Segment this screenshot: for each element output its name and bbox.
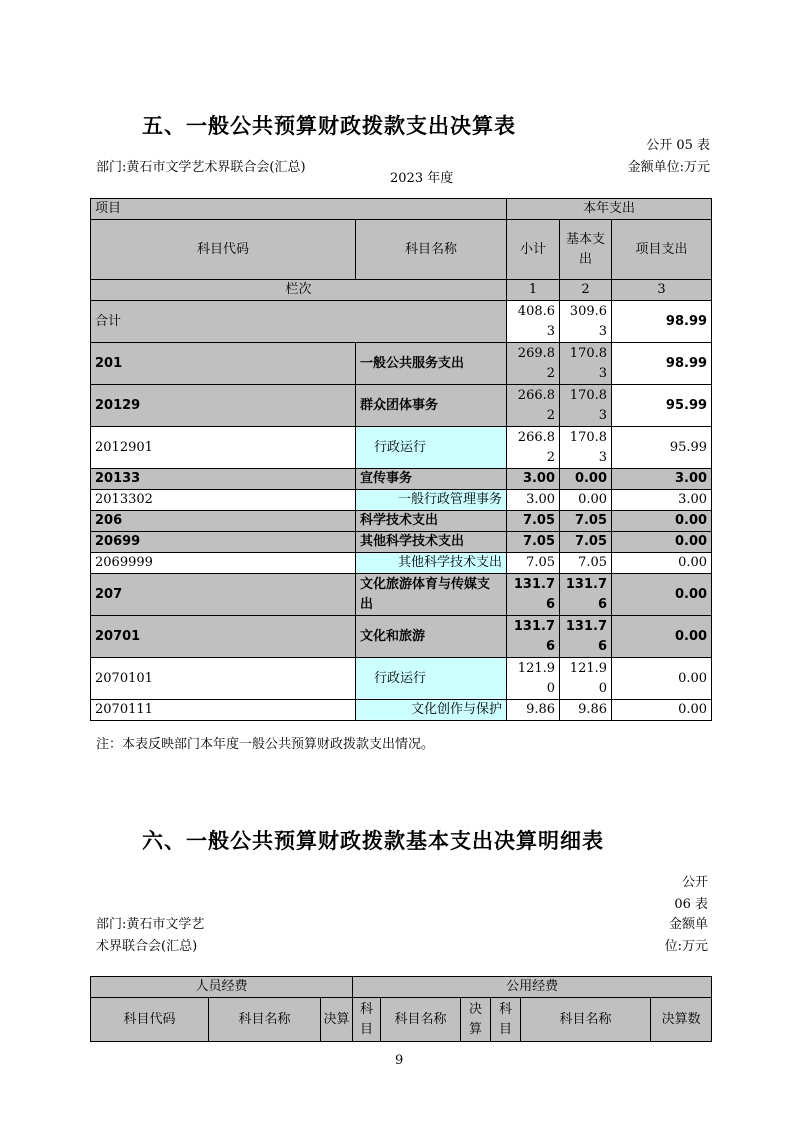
row-subtotal: 266.82 bbox=[507, 427, 560, 469]
total-basic: 309.63 bbox=[560, 301, 612, 343]
row-subtotal: 121.90 bbox=[507, 658, 560, 700]
row-basic: 121.90 bbox=[560, 658, 612, 700]
header-code: 科目代码 bbox=[91, 220, 356, 280]
row-subtotal: 7.05 bbox=[507, 532, 560, 553]
header-project-exp: 项目支出 bbox=[612, 220, 712, 280]
table6-form-no: 公开 06 表 bbox=[674, 875, 708, 912]
header-col1: 1 bbox=[507, 280, 560, 301]
row-project: 0.00 bbox=[612, 700, 712, 721]
table-row bbox=[91, 427, 712, 469]
row-name: 群众团体事务 bbox=[356, 385, 507, 427]
row-project: 3.00 bbox=[612, 469, 712, 490]
header-name: 科目名称 bbox=[356, 220, 507, 280]
header-subtotal: 小计 bbox=[507, 220, 560, 280]
row-name: 文化和旅游 bbox=[356, 616, 507, 658]
table5-title: 五、一般公共预算财政拨款支出决算表 bbox=[142, 114, 516, 138]
table-row bbox=[91, 700, 712, 721]
row-code: 20699 bbox=[91, 532, 356, 553]
row-code: 201 bbox=[91, 343, 356, 385]
row-project: 0.00 bbox=[612, 553, 712, 574]
row-code: 206 bbox=[91, 511, 356, 532]
table5-form-no: 公开 05 表 bbox=[646, 138, 710, 153]
table6-department: 部门:黄石市文学艺术界联合会(汇总) bbox=[96, 917, 205, 954]
row-basic: 170.83 bbox=[560, 385, 612, 427]
t6-code-short2: 科目 bbox=[491, 998, 521, 1042]
row-basic: 7.05 bbox=[560, 511, 612, 532]
t6-personnel: 人员经费 bbox=[91, 977, 353, 998]
page-number: 9 bbox=[395, 1053, 404, 1068]
table5-department: 部门:黄石市文学艺术界联合会(汇总) bbox=[96, 160, 306, 175]
header-col2: 2 bbox=[560, 280, 612, 301]
row-name: 宣传事务 bbox=[356, 469, 507, 490]
row-name: 其他科学技术支出 bbox=[356, 553, 507, 574]
row-subtotal: 3.00 bbox=[507, 469, 560, 490]
table5-year: 2023 年度 bbox=[390, 171, 454, 186]
table-row bbox=[91, 490, 712, 511]
table6-title: 六、一般公共预算财政拨款基本支出决算明细表 bbox=[142, 829, 604, 853]
row-code: 2070111 bbox=[91, 700, 356, 721]
row-project: 95.99 bbox=[612, 427, 712, 469]
row-project: 95.99 bbox=[612, 385, 712, 427]
table6 bbox=[90, 976, 712, 1042]
row-code: 2070101 bbox=[91, 658, 356, 700]
table-row bbox=[91, 574, 712, 616]
table5-header-row3 bbox=[91, 280, 712, 301]
total-subtotal: 408.63 bbox=[507, 301, 560, 343]
row-subtotal: 266.82 bbox=[507, 385, 560, 427]
header-this-year: 本年支出 bbox=[507, 199, 712, 220]
row-basic: 170.83 bbox=[560, 427, 612, 469]
t6-settle: 决算 bbox=[321, 998, 353, 1042]
row-basic: 0.00 bbox=[560, 469, 612, 490]
row-name: 文化创作与保护 bbox=[356, 700, 507, 721]
row-basic: 0.00 bbox=[560, 490, 612, 511]
row-name: 文化旅游体育与传媒支出 bbox=[356, 574, 507, 616]
row-project: 0.00 bbox=[612, 658, 712, 700]
row-basic: 7.05 bbox=[560, 532, 612, 553]
t6-code: 科目代码 bbox=[91, 998, 209, 1042]
header-col3: 3 bbox=[612, 280, 712, 301]
t6-settle2: 决算 bbox=[461, 998, 491, 1042]
table-row bbox=[91, 385, 712, 427]
row-basic: 9.86 bbox=[560, 700, 612, 721]
row-project: 0.00 bbox=[612, 574, 712, 616]
row-project: 98.99 bbox=[612, 343, 712, 385]
t6-name2: 科目名称 bbox=[381, 998, 461, 1042]
table5-header-row2 bbox=[91, 220, 712, 280]
t6-code-short: 科目 bbox=[353, 998, 381, 1042]
row-code: 2012901 bbox=[91, 427, 356, 469]
row-subtotal: 269.82 bbox=[507, 343, 560, 385]
total-project: 98.99 bbox=[612, 301, 712, 343]
table5-note: 注：本表反映部门本年度一般公共预算财政拨款支出情况。 bbox=[96, 737, 435, 752]
t6-settle-num: 决算数 bbox=[651, 998, 712, 1042]
row-basic: 170.83 bbox=[560, 343, 612, 385]
header-column-no: 栏次 bbox=[91, 280, 507, 301]
row-name: 科学技术支出 bbox=[356, 511, 507, 532]
row-name: 其他科学技术支出 bbox=[356, 532, 507, 553]
row-name: 行政运行 bbox=[356, 427, 507, 469]
table5 bbox=[90, 198, 712, 721]
t6-name3: 科目名称 bbox=[521, 998, 651, 1042]
row-subtotal: 7.05 bbox=[507, 553, 560, 574]
row-name: 一般行政管理事务 bbox=[356, 490, 507, 511]
table6-header-row2 bbox=[91, 998, 712, 1042]
row-code: 207 bbox=[91, 574, 356, 616]
table-row bbox=[91, 343, 712, 385]
table-row bbox=[91, 553, 712, 574]
table6-unit: 金额单位:万元 bbox=[664, 917, 708, 954]
row-basic: 7.05 bbox=[560, 553, 612, 574]
row-project: 0.00 bbox=[612, 511, 712, 532]
row-project: 0.00 bbox=[612, 532, 712, 553]
table5-unit: 金额单位:万元 bbox=[627, 160, 710, 175]
table-row bbox=[91, 616, 712, 658]
row-subtotal: 131.76 bbox=[507, 574, 560, 616]
row-subtotal: 3.00 bbox=[507, 490, 560, 511]
table-row bbox=[91, 511, 712, 532]
table-row bbox=[91, 532, 712, 553]
table5-header-row1 bbox=[91, 199, 712, 220]
table6-header-row1 bbox=[91, 977, 712, 998]
total-label: 合计 bbox=[91, 301, 507, 343]
row-code: 20129 bbox=[91, 385, 356, 427]
t6-public: 公用经费 bbox=[353, 977, 712, 998]
table5-total-row bbox=[91, 301, 712, 343]
row-basic: 131.76 bbox=[560, 574, 612, 616]
row-code: 2069999 bbox=[91, 553, 356, 574]
row-subtotal: 7.05 bbox=[507, 511, 560, 532]
row-name: 行政运行 bbox=[356, 658, 507, 700]
row-code: 20701 bbox=[91, 616, 356, 658]
row-subtotal: 131.76 bbox=[507, 616, 560, 658]
t6-name: 科目名称 bbox=[209, 998, 321, 1042]
row-name: 一般公共服务支出 bbox=[356, 343, 507, 385]
table-row bbox=[91, 658, 712, 700]
row-basic: 131.76 bbox=[560, 616, 612, 658]
row-project: 3.00 bbox=[612, 490, 712, 511]
header-basic: 基本支出 bbox=[560, 220, 612, 280]
row-code: 20133 bbox=[91, 469, 356, 490]
row-project: 0.00 bbox=[612, 616, 712, 658]
header-project: 项目 bbox=[91, 199, 507, 220]
row-subtotal: 9.86 bbox=[507, 700, 560, 721]
row-code: 2013302 bbox=[91, 490, 356, 511]
table-row bbox=[91, 469, 712, 490]
